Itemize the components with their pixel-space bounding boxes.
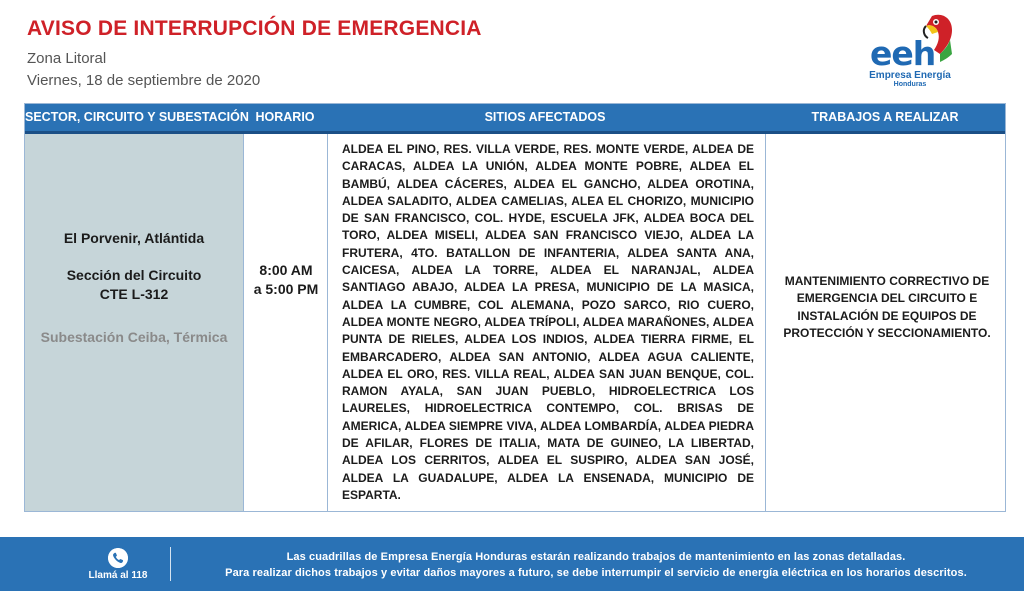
sector-cell	[25, 134, 243, 511]
table-row	[25, 134, 1005, 511]
works-text: MANTENIMIENTO CORRECTIVO DE EMERGENCIA DEL CIRCUITO E INSTALACIÓN DE EQUIPOS DE PROTECCIÓN Y SECCIONAMIENTO.	[783, 274, 991, 341]
schedule-cell	[243, 134, 327, 511]
schedule-start: 8:00 AM	[259, 262, 313, 278]
sites-cell	[327, 134, 765, 511]
zone-label: Zona Litoral	[27, 50, 107, 67]
circuit-code: CTE L-312	[99, 286, 169, 302]
works-cell	[765, 134, 1005, 511]
sector-place: El Porvenir, Atlántida	[63, 230, 205, 246]
footer-message-line-2: Para realizar dichos trabajos y evitar daños mayores a futuro, se debe interrumpir el servicio de energía eléctrica en los horarios descritos.	[225, 567, 967, 579]
substation-name: Subestación Ceiba, Térmica	[40, 329, 228, 345]
footer-divider	[170, 547, 171, 581]
header-works: TRABAJOS A REALIZAR	[811, 110, 959, 124]
logo-company-name: Empresa Energía	[869, 70, 951, 81]
footer-bar	[0, 537, 1024, 591]
affected-sites-text: ALDEA EL PINO, RES. VILLA VERDE, RES. MONTE VERDE, ALDEA DE CARACAS, ALDEA LA UNIÓN, ALDEA MONTE POBRE, ALDEA EL BAMBÚ, ALDEA CÁCERES, ALDEA EL GANCHO, ALDEA OROTINA, ALDEA SALADITO, ALDEA CAMELIAS, ALEA EL CHORIZO, MUNICIPIO DE SAN FRANCISCO, COL. HYDE, ESCUELA JFK, ALDEA BOCA DEL TORO, ALDEA MISELI, ALDEA SAN FRANCISCO VIEJO, ALDEA LA FRUTERA, 4TO. BATALLON DE INFANTERIA, ALDEA SANTA ANA, CAICESA, ALDEA LA TORRE, ALDEA EL NARANJAL, ALDEA SANTIAGO ABAJO, ALDEA LA PRESA, MUNICIPIO DE LA MASICA, ALDEA LA CUMBRE, COL ALEMANA, POZO SARCO, RIO CUERO, ALDEA MONTE NEGRO, ALDEA TRÍPOLI, ALDEA MARAÑONES, ALDEA PUNTA DE RIELES, ALDEA LOS INDIOS, ALDEA TIERRA FIRME, EL EMBARCADERO, ALDEA SAN ANTONIO, ALDEA AGUA CALIENTE, ALDEA EL ORO, RES. VILLA REAL, ALDEA SAN JUAN BENQUE, COL. RAMON AYALA, SAN JUAN PUEBLO, HIDROELECTRICA LOS LAURELES, HIDROELECTRICA CONTEMPO, COL. BRISAS DE AMERICA, ALDEA SIEMPRE VIVA, ALDEA LOMBARDÍA, ALDEA PIEDRA DE AFILAR, FLORES DE ITALIA, MATA DE GUINEO, LA LIBERTAD, ALDEA LOS CERRITOS, ALDEA EL SUSPIRO, ALDEA SAN JOSÉ, ALDEA LA GUADALUPE, ALDEA LA ENSENADA, MUNICIPIO DE ESPARTA.	[342, 142, 754, 502]
table-header-row	[25, 104, 1005, 134]
interruption-table	[24, 103, 1006, 512]
footer-message-line-1: Las cuadrillas de Empresa Energía Honduras estarán realizando trabajos de mantenimiento en las zonas detalladas.	[286, 551, 906, 563]
notice-header	[0, 0, 1024, 100]
header-sites: SITIOS AFECTADOS	[484, 110, 606, 124]
header-sector: SECTOR, CIRCUITO Y SUBESTACIÓN	[25, 110, 249, 124]
date-label: Viernes, 18 de septiembre de 2020	[27, 72, 261, 89]
circuit-section: Sección del Circuito	[66, 267, 202, 283]
logo-country: Honduras	[893, 81, 927, 88]
phone-icon[interactable]	[108, 548, 128, 568]
logo-text: eeh	[870, 34, 936, 73]
header-schedule: HORARIO	[255, 110, 315, 124]
phone-label: Llamá al 118	[88, 570, 148, 581]
page-title: AVISO DE INTERRUPCIÓN DE EMERGENCIA	[27, 17, 482, 40]
schedule-end: a 5:00 PM	[253, 281, 319, 297]
